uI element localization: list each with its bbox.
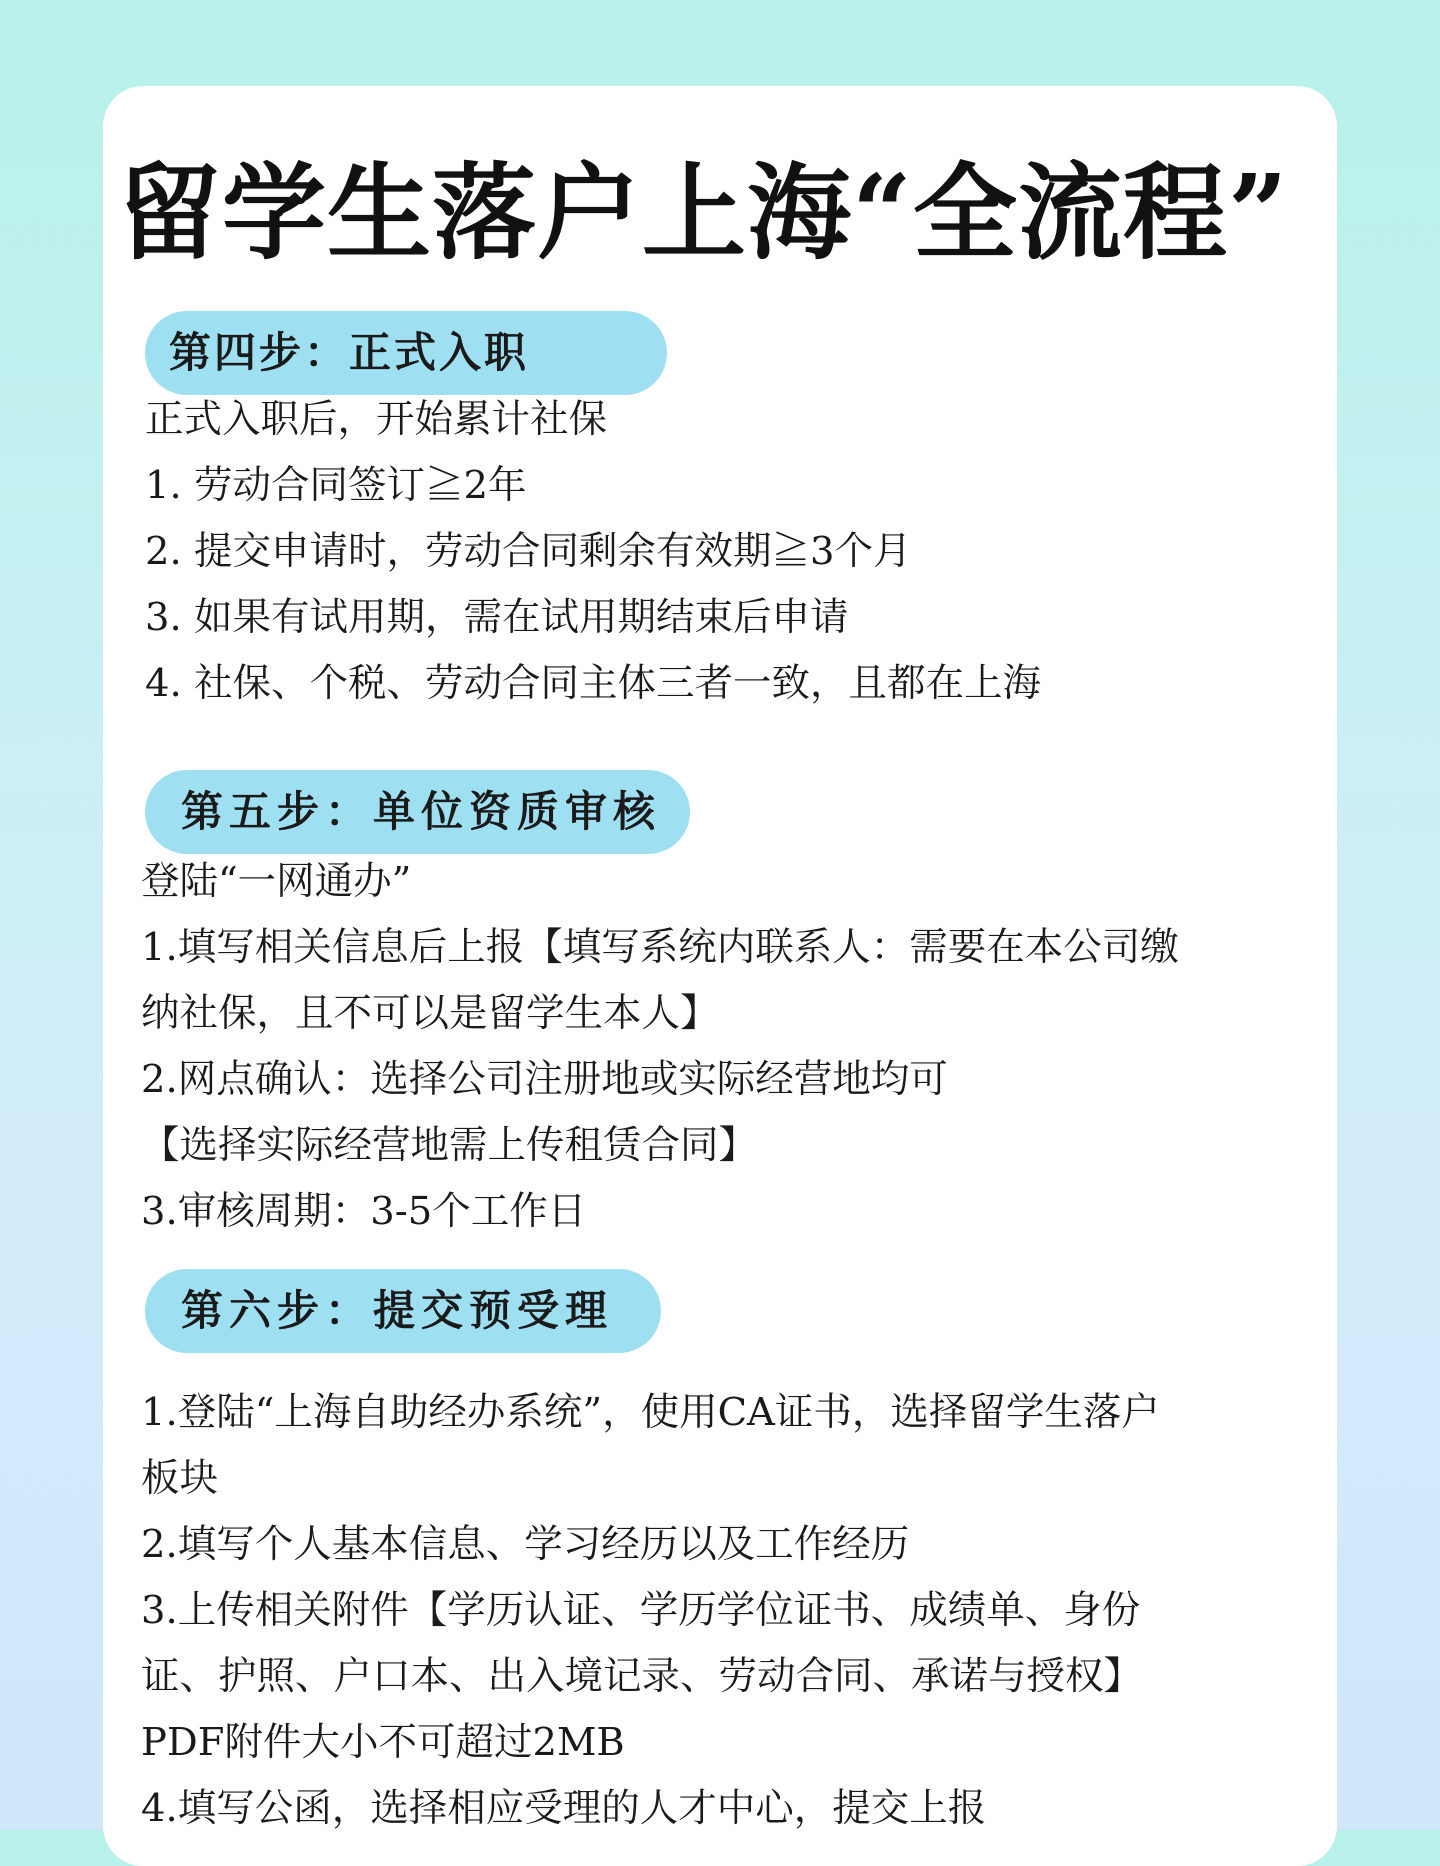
content-card — [103, 86, 1337, 1866]
step-five-item-2: 2.网点确认：选择公司注册地或实际经营地均可 — [141, 1057, 948, 1102]
step-six-item-3-note: PDF附件大小不可超过2MB — [141, 1720, 625, 1765]
step-six-heading: 第六步：提交预受理 — [145, 1269, 661, 1353]
step-six-item-2: 2.填写个人基本信息、学习经历以及工作经历 — [141, 1522, 910, 1567]
step-five-intro: 登陆“一网通办” — [141, 859, 412, 904]
step-six-content — [141, 1380, 1321, 1842]
step-five-item-2-note: 【选择实际经营地需上传租赁合同】 — [141, 1123, 758, 1168]
step-six-item-3: 3.上传相关附件【学历认证、学历学位证书、成绩单、身份 — [141, 1588, 1141, 1633]
step-five-item-1-cont: 纳社保，且不可以是留学生本人】 — [141, 991, 719, 1036]
step-five-item-1: 1.填写相关信息后上报【填写系统内联系人：需要在本公司缴 — [141, 925, 1179, 970]
step-four-item-3: 3. 如果有试用期，需在试用期结束后申请 — [145, 595, 849, 640]
step-four-item-1: 1. 劳动合同签订≧2年 — [145, 463, 527, 508]
page-title: 留学生落户上海“全流程” — [117, 151, 1289, 274]
step-five-heading: 第五步：单位资质审核 — [145, 770, 690, 854]
step-five-item-3: 3.审核周期：3-5个工作日 — [141, 1189, 587, 1234]
step-five-content — [141, 849, 1321, 1245]
step-four-content — [145, 387, 1325, 717]
step-six-item-3-cont: 证、护照、户口本、出入境记录、劳动合同、承诺与授权】 — [141, 1654, 1143, 1699]
step-six-item-1: 1.登陆“上海自助经办系统”，使用CA证书，选择留学生落户 — [141, 1390, 1160, 1435]
step-six-item-1-cont: 板块 — [141, 1456, 219, 1501]
step-four-item-2: 2. 提交申请时，劳动合同剩余有效期≧3个月 — [145, 529, 912, 574]
step-four-heading: 第四步：正式入职 — [145, 311, 667, 395]
step-four-intro: 正式入职后，开始累计社保 — [145, 397, 608, 442]
step-four-item-4: 4. 社保、个税、劳动合同主体三者一致，且都在上海 — [145, 661, 1041, 706]
step-six-item-4: 4.填写公函，选择相应受理的人才中心，提交上报 — [141, 1786, 987, 1831]
